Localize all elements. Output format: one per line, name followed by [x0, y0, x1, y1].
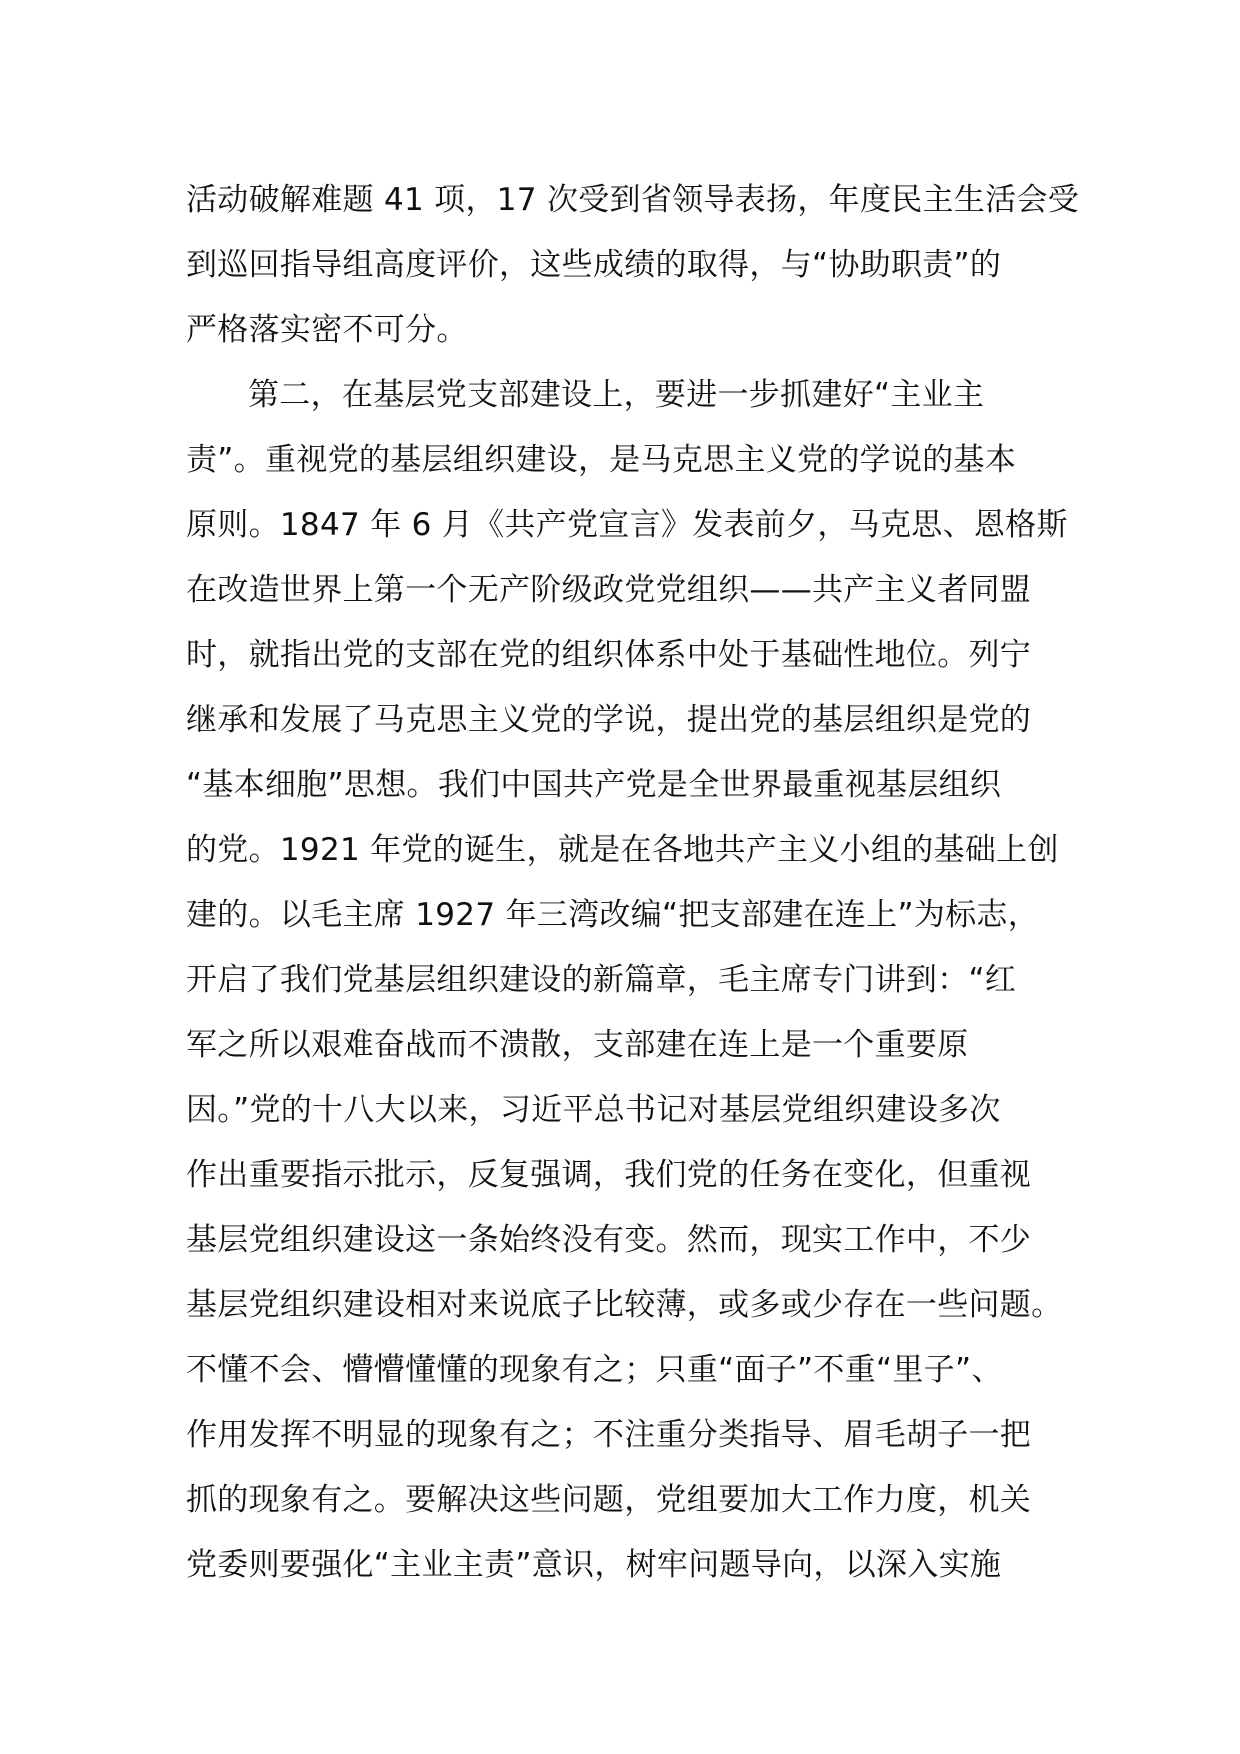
text-line: 作出重要指示批示，反复强调，我们党的任务在变化，但重视 — [186, 1157, 1032, 1193]
text-line: 时，就指出党的支部在党的组织体系中处于基础性地位。列宁 — [186, 637, 1032, 673]
text-line: 开启了我们党基层组织建设的新篇章，毛主席专门讲到：“红 — [186, 962, 1017, 998]
text-line: 继承和发展了马克思主义党的学说，提出党的基层组织是党的 — [186, 702, 1032, 738]
text-line: 严格落实密不可分。 — [186, 312, 468, 348]
text-line: 基层党组织建设相对来说底子比较薄，或多或少存在一些问题。 — [186, 1287, 1063, 1323]
text-line: 到巡回指导组高度评价，这些成绩的取得，与“协助职责”的 — [186, 247, 1002, 283]
text-line: 活动破解难题 41 项，17 次受到省领导表扬，年度民主生活会受 — [186, 182, 1080, 218]
text-line: 第二，在基层党支部建设上，要进一步抓建好“主业主 — [248, 377, 985, 413]
text-line: 原则。1847 年 6 月《共产党宣言》发表前夕，马克思、恩格斯 — [186, 507, 1068, 543]
text-line: 基层党组织建设这一条始终没有变。然而，现实工作中，不少 — [186, 1222, 1032, 1258]
text-line: 党委则要强化“主业主责”意识，树牢问题导向，以深入实施 — [186, 1547, 1002, 1583]
text-line: 抓的现象有之。要解决这些问题，党组要加大工作力度，机关 — [186, 1482, 1032, 1518]
text-line: 作用发挥不明显的现象有之；不注重分类指导、眉毛胡子一把 — [186, 1417, 1032, 1453]
text-line: 在改造世界上第一个无产阶级政党党组织——共产主义者同盟 — [186, 572, 1032, 608]
text-line: 军之所以艰难奋战而不溃散，支部建在连上是一个重要原 — [186, 1027, 969, 1063]
text-line: 责”。重视党的基层组织建设，是马克思主义党的学说的基本 — [186, 442, 1017, 478]
text-line: “基本细胞”思想。我们中国共产党是全世界最重视基层组织 — [186, 767, 1002, 803]
text-line: 不懂不会、懵懵懂懂的现象有之；只重“面子”不重“里子”、 — [186, 1352, 1003, 1388]
body-text — [186, 168, 1080, 1598]
text-line: 建的。以毛主席 1927 年三湾改编“把支部建在连上”为标志， — [186, 897, 1040, 933]
text-line: 的党。1921 年党的诞生，就是在各地共产主义小组的基础上创 — [186, 832, 1059, 868]
text-line: 因。”党的十八大以来，习近平总书记对基层党组织建设多次 — [186, 1092, 1001, 1128]
